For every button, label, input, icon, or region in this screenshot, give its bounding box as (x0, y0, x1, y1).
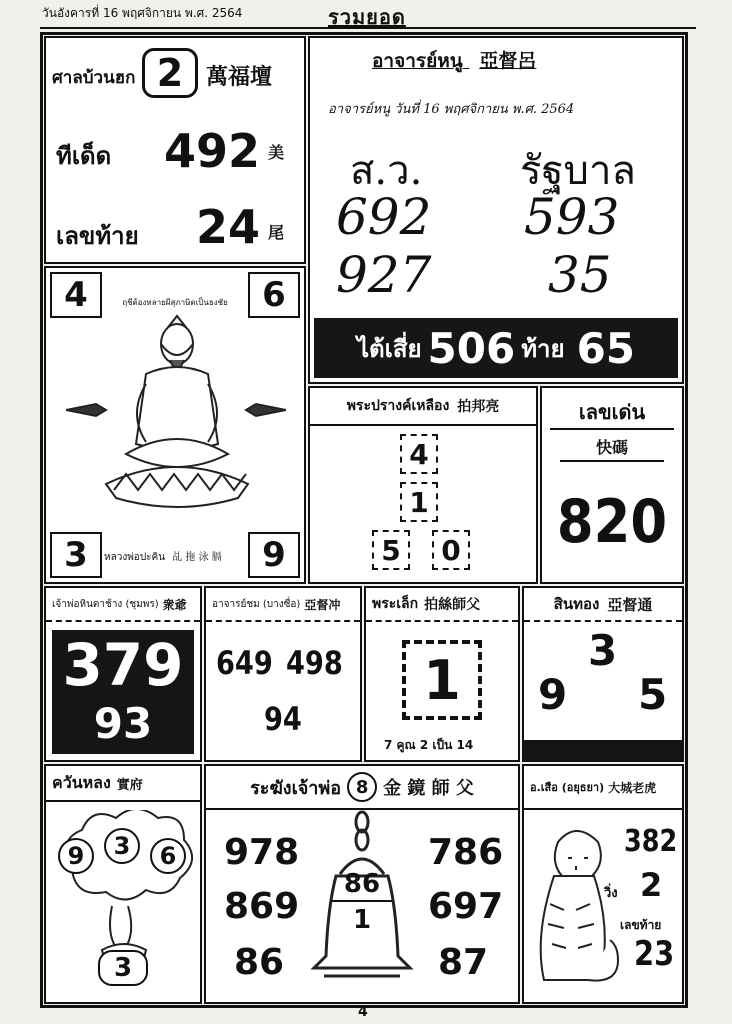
col2-label: รัฐบาล (520, 148, 636, 194)
ajarn-nu-subtitle: อาจารย์หนู วันที่ 16 พฤศจิกายน พ.ศ. 2564 (328, 102, 575, 117)
suea-value-1: 382 (624, 824, 678, 859)
pick-value: 492 (164, 124, 261, 178)
prang-digit-2: 1 (400, 482, 438, 522)
rakhang-right-1: 786 (428, 832, 504, 873)
last-value: 24 (196, 200, 261, 254)
ajarn-nu-title-th: อาจารย์หนู (372, 50, 463, 72)
phra-lek-header (366, 588, 518, 622)
jao-pho-header (46, 588, 200, 622)
rakhang-left-1: 978 (224, 832, 300, 873)
smoke-digit-3: 6 (150, 838, 186, 874)
jao-pho-value-2: 93 (93, 698, 153, 748)
masthead: รวมยอด (328, 5, 406, 29)
sin-thong-digit-3: 5 (638, 670, 668, 719)
col1-value-2: 927 (336, 246, 432, 304)
rakhang-right-3: 87 (438, 942, 489, 983)
monk-bottom-caption-cn: 乩 拖 泳 膈 (172, 552, 222, 563)
ajarn-chom-value-1: 649 (216, 644, 273, 682)
banner-value-1: 506 (427, 323, 516, 373)
sanbuanhok-number: 2 (142, 48, 198, 98)
rakhang-title-cn: 金 鏡 師 父 (383, 778, 474, 799)
sin-thong-digit-1: 3 (588, 626, 618, 675)
col1-label: ส.ว. (350, 148, 423, 194)
rakhang-panel (204, 764, 520, 1004)
jao-pho-title-cn: 衆爺 (162, 597, 187, 612)
rakhang-right-2: 697 (428, 886, 504, 927)
jao-pho-value-1: 379 (62, 631, 184, 699)
col1-value-1: 692 (336, 188, 432, 246)
sin-thong-panel (522, 586, 684, 762)
ajarn-chom-value-2: 498 (286, 644, 343, 682)
phra-lek-panel (364, 586, 520, 762)
monk-panel (44, 266, 306, 584)
lek-den-title: เลขเด่น (550, 396, 674, 430)
suea-value-2: 2 (640, 866, 663, 904)
banner-label-2: ท้าย (521, 334, 565, 363)
monk-bottom-caption-th: หลวงพ่อปะคิน (104, 552, 166, 563)
jao-pho-panel (44, 586, 202, 762)
ajarn-suea-title-cn: 大城老虎 (608, 780, 657, 795)
sin-thong-title: สินทอง (553, 595, 600, 613)
tiger-illustration (528, 824, 624, 1000)
last-label: เลขท้าย (56, 222, 139, 250)
ajarn-nu-title-cn: 亞督呂 (479, 50, 537, 72)
pick-label: ทีเด็ด (56, 142, 112, 170)
prang-digit-1: 4 (400, 434, 438, 474)
phra-lek-title-cn: 拍絲師父 (424, 597, 481, 613)
ajarn-nu-banner (314, 318, 678, 378)
ajarn-suea-title: อ.เสือ (อยุธยา) (530, 781, 605, 794)
pick-cn: 美 (268, 143, 285, 162)
lek-den-title-cn: 快碼 (560, 432, 664, 462)
date-line: วันอังคารที่ 16 พฤศจิกายน พ.ศ. 2564 (42, 6, 243, 20)
ajarn-suea-header (524, 766, 682, 810)
monk-top-left: 4 (50, 272, 102, 318)
sanbuanhok-panel (44, 36, 306, 264)
col2-value-1: 593 (524, 188, 620, 246)
prang-digit-4: 0 (432, 530, 470, 570)
phra-prang-title: พระปรางค์เหลือง (346, 398, 450, 414)
rakhang-left-3: 86 (234, 942, 285, 983)
suea-label-2: วิ่ง (604, 886, 618, 901)
kwan-hlong-title: ควันหลง (52, 772, 111, 792)
jao-pho-title: เจ้าพ่อหินตาช้าง (ชุมพร) (52, 598, 159, 610)
last-cn: 尾 (268, 223, 285, 242)
monk-illustration (66, 314, 286, 524)
monk-top-caption: ฤชีต้องหลายผีสุภาษิตเป็นธงชัย (122, 298, 228, 307)
ajarn-chom-panel (204, 586, 362, 762)
sanbuanhok-chinese: 萬福壇 (206, 64, 273, 90)
banner-value-2: 65 (576, 323, 636, 373)
header-rule (40, 27, 696, 29)
ajarn-suea-panel (522, 764, 684, 1004)
monk-bottom-right: 9 (248, 532, 300, 578)
ajarn-chom-title-cn: 亞督冲 (304, 597, 341, 612)
suea-value-3: 23 (634, 934, 675, 974)
ajarn-chom-header (206, 588, 360, 622)
col2-value-2: 35 (548, 246, 612, 304)
monk-bottom-left: 3 (50, 532, 102, 578)
kwan-hlong-panel (44, 764, 202, 1004)
sin-thong-header (524, 588, 682, 622)
monk-bottom-caption (104, 548, 222, 565)
ajarn-nu-title (372, 46, 536, 76)
bell-bottom-value: 1 (352, 905, 372, 935)
rakhang-left-2: 869 (224, 886, 300, 927)
ajarn-nu-panel (308, 36, 684, 384)
jao-pho-black-box (52, 630, 194, 754)
sanbuanhok-title: ศาลบ้วนฮก (52, 68, 136, 88)
page-number: 4 (358, 1004, 368, 1020)
lek-den-value: 820 (556, 487, 668, 557)
banner-label-1: ไต้เสี่ย (356, 334, 422, 363)
sin-thong-digit-2: 9 (538, 670, 568, 719)
phra-lek-caption: 7 คูณ 2 เป็น 14 (384, 738, 474, 752)
phra-lek-digit-box: 1 (402, 640, 482, 720)
phra-prang-panel (308, 386, 538, 584)
rakhang-header (206, 766, 518, 810)
vase-digit: 3 (98, 950, 148, 986)
rakhang-number: 8 (347, 772, 377, 802)
bell-top-value: 86 (332, 868, 392, 902)
kwan-hlong-title-cn: 實府 (116, 777, 143, 793)
lek-den-panel (540, 386, 684, 584)
ajarn-chom-title: อาจารย์ชม (บางซื่อ) (212, 598, 301, 610)
prang-digit-3: 5 (372, 530, 410, 570)
monk-top-right: 6 (248, 272, 300, 318)
rakhang-title: ระฆังเจ้าพ่อ (250, 777, 342, 799)
smoke-digit-1: 9 (58, 838, 94, 874)
ajarn-chom-value-3: 94 (264, 700, 302, 738)
phra-prang-title-cn: 拍邦亮 (457, 399, 500, 415)
suea-label-3: เลขท้าย (620, 918, 662, 932)
smoke-digit-2: 3 (104, 828, 140, 864)
phra-prang-header (310, 388, 536, 426)
sin-thong-bar (524, 740, 682, 760)
kwan-hlong-header (46, 766, 200, 802)
sin-thong-title-cn: 亞督通 (607, 595, 653, 614)
phra-lek-title: พระเล็ก (372, 596, 419, 612)
